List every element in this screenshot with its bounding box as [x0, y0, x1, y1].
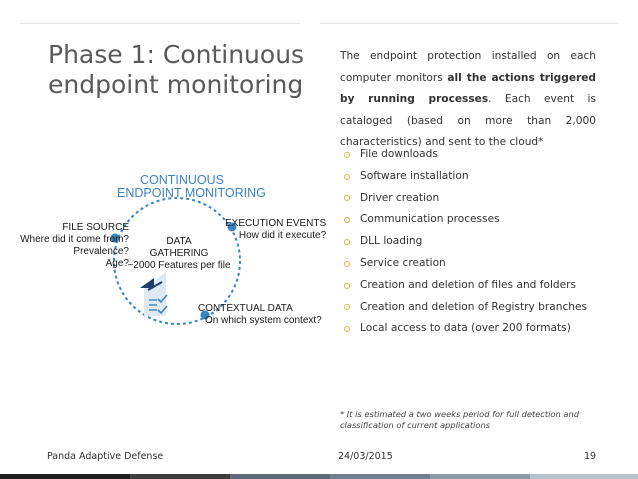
- bullet-circle-icon: [344, 261, 350, 267]
- list-item-text: Service creation: [360, 256, 446, 269]
- center-line-2: GATHERING: [149, 248, 209, 259]
- list-item: [340, 297, 610, 319]
- ring-title-line-1: CONTINUOUS: [139, 173, 225, 187]
- bullet-circle-icon: [344, 195, 350, 201]
- intro-text-part-2: . Each event is cataloged (based on more than 2,000 characteristics) and sent to the cloud*: [340, 93, 596, 148]
- footer-date: 24/03/2015: [338, 451, 393, 462]
- footnote: * It is estimated a two weeks period for full detection and classification of current applications: [340, 409, 580, 430]
- list-item: [340, 318, 610, 340]
- footer-company: Panda Adaptive Defense: [47, 451, 164, 462]
- top-divider-left: [20, 23, 300, 24]
- bullet-circle-icon: [344, 217, 350, 223]
- list-item-text: Creation and deletion of Registry branches: [360, 300, 588, 313]
- document-check-icon: [140, 272, 167, 316]
- slide-title-line-1: Phase 1: Continuous: [48, 40, 305, 69]
- center-line-3: ~2000 Features per file: [127, 260, 231, 271]
- monitoring-diagram: [20, 160, 330, 345]
- bar-segment: [0, 474, 130, 479]
- bullet-circle-icon: [344, 174, 350, 180]
- list-item: [340, 209, 610, 231]
- list-item-text: Software installation: [360, 169, 469, 182]
- top-divider-right: [320, 23, 618, 24]
- file-source-question-1: Where did it come from?: [20, 234, 129, 245]
- event-list: [340, 144, 610, 340]
- bullet-circle-icon: [344, 239, 350, 245]
- contextual-data-heading: CONTEXTUAL DATA: [198, 303, 293, 314]
- file-source-question-2: Prevalence?: [73, 246, 129, 257]
- execution-events-heading: EXECUTION EVENTS: [225, 218, 327, 229]
- list-item: [340, 253, 610, 275]
- list-item-text: Creation and deletion of files and folders: [360, 278, 577, 291]
- bullet-circle-icon: [344, 326, 350, 332]
- list-item-text: Local access to data (over 200 formats): [360, 322, 571, 335]
- file-source-heading: FILE SOURCE: [62, 222, 129, 233]
- file-source-label: [20, 222, 129, 270]
- bar-segment: [330, 474, 430, 479]
- slide-title-line-2: endpoint monitoring: [48, 70, 304, 99]
- bar-segment: [130, 474, 230, 479]
- list-item-text: DLL loading: [360, 235, 423, 248]
- ring-title-line-2: ENDPOINT MONITORING: [117, 186, 266, 200]
- center-label: [124, 236, 234, 272]
- ring-title: [117, 173, 266, 200]
- intro-text-bold: all the actions triggered by running processes: [340, 71, 597, 105]
- contextual-data-label: [198, 303, 322, 327]
- execution-events-question: How did it execute?: [238, 230, 327, 241]
- intro-text-part-1: The endpoint protection installed on each computer monitors: [340, 50, 596, 84]
- list-item: [340, 231, 610, 253]
- list-item-text: Driver creation: [360, 191, 440, 204]
- execution-events-label: [225, 218, 326, 242]
- bar-segment: [230, 474, 330, 479]
- list-item-text: Communication processes: [360, 213, 500, 226]
- bar-segment: [530, 474, 638, 479]
- list-item: [340, 188, 610, 210]
- bullet-circle-icon: [344, 283, 350, 289]
- list-item: [340, 275, 610, 297]
- contextual-data-question: On which system context?: [205, 315, 322, 326]
- center-line-1: DATA: [166, 236, 192, 247]
- list-item-text: File downloads: [360, 148, 438, 160]
- intro-paragraph: [340, 46, 596, 154]
- list-item: [340, 144, 610, 166]
- file-source-question-3: Age?: [105, 258, 129, 269]
- bullet-circle-icon: [344, 152, 350, 158]
- footer-page-number: 19: [584, 451, 597, 462]
- bottom-color-bar: [0, 474, 638, 479]
- list-item: [340, 166, 610, 188]
- slide-title: [48, 40, 308, 100]
- bullet-circle-icon: [344, 304, 350, 310]
- bar-segment: [430, 474, 530, 479]
